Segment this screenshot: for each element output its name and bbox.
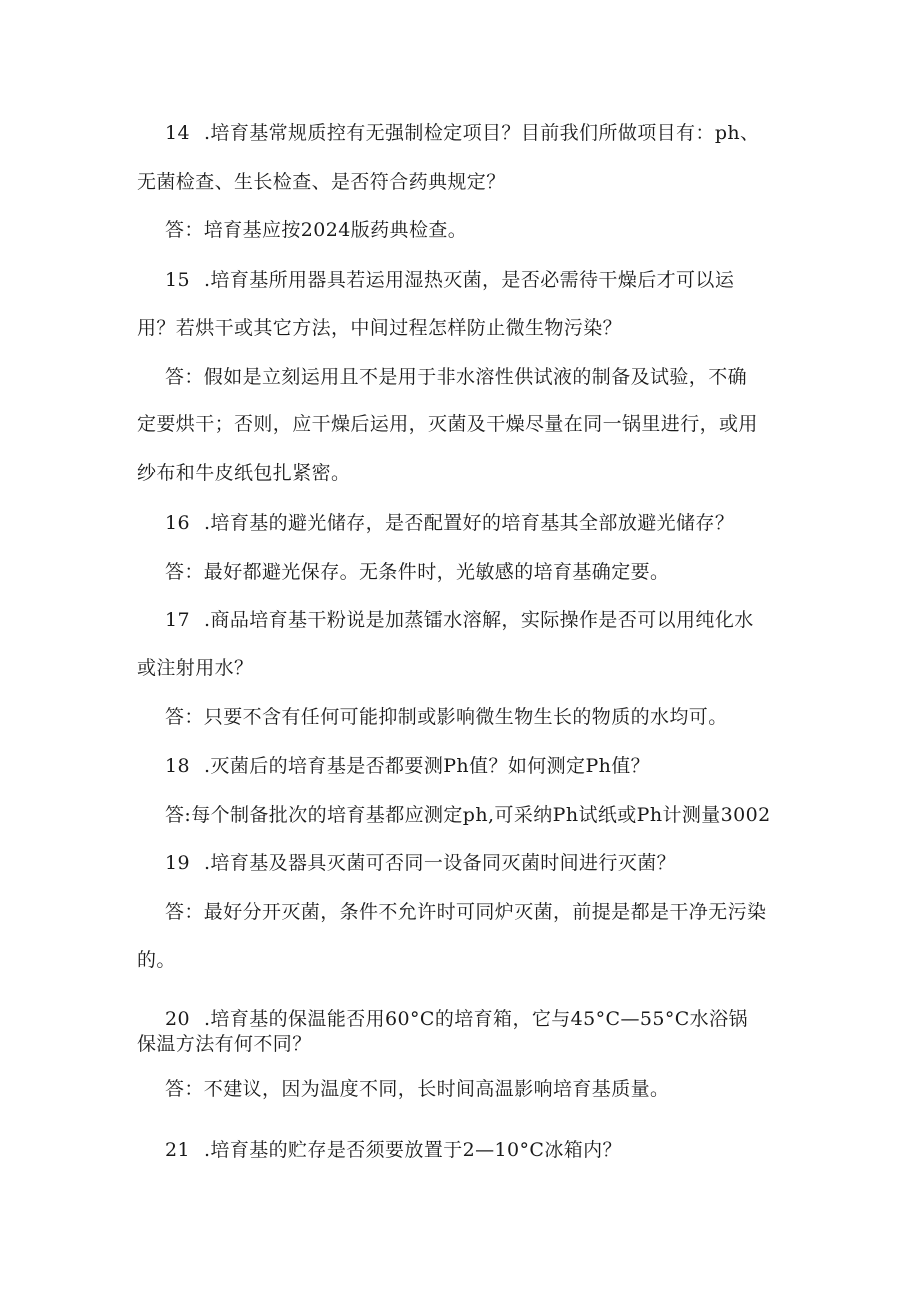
- answer-20-line-1: 答：不建议，因为温度不同，长时间高温影响培育基质量。: [165, 1078, 670, 1100]
- question-text: .培育基所用器具若运用湿热灭菌，是否必需待干燥后才可以运: [203, 269, 735, 291]
- question-15-line-1: [165, 268, 734, 292]
- question-text: .培育基的贮存是否须要放置于2—10°C冰箱内？: [203, 1139, 622, 1161]
- question-number: 19: [165, 852, 190, 874]
- question-21-line-1: [165, 1138, 622, 1162]
- question-14-line-2: 无菌检查、生长检查、是否符合药典规定？: [137, 171, 506, 193]
- answer-15-line-1: 答：假如是立刻运用且不是用于非水溶性供试液的制备及试验，不确: [165, 366, 748, 388]
- question-text: .培育基的保温能否用60°C的培育箱，它与45°C—55°C水浴锅: [203, 1008, 748, 1030]
- question-20-line-1: [165, 1007, 748, 1031]
- question-number: 20: [165, 1008, 190, 1030]
- question-number: 15: [165, 269, 190, 291]
- question-16-line-1: [165, 511, 734, 535]
- answer-19-line-2: 的。: [137, 949, 176, 971]
- question-18-line-1: [165, 754, 650, 778]
- answer-14-line-1: 答：培育基应按2024版药典检查。: [165, 219, 468, 241]
- question-15-line-2: 用？若烘干或其它方法，中间过程怎样防止微生物污染？: [137, 317, 623, 339]
- question-number: 21: [165, 1139, 190, 1161]
- question-number: 14: [165, 122, 190, 144]
- answer-15-line-2: 定要烘干；否则，应干燥后运用，灭菌及干燥尽量在同一锅里进行，或用: [137, 413, 758, 435]
- question-17-line-2: 或注射用水？: [137, 657, 254, 679]
- question-20-line-2: 保温方法有何不同？: [137, 1033, 312, 1055]
- answer-16-line-1: 答：最好都避光保存。无条件时，光敏感的培育基确定要。: [165, 561, 670, 583]
- question-19-line-1: [165, 851, 676, 875]
- question-text: .培育基及器具灭菌可否同一设备同灭菌时间进行灭菌？: [203, 852, 677, 874]
- question-text: .培育基常规质控有无强制检定项目？目前我们所做项目有：ph、: [203, 122, 760, 144]
- question-number: 18: [165, 755, 190, 777]
- answer-17-line-1: 答：只要不含有任何可能抑制或影响微生物生长的物质的水均可。: [165, 706, 728, 728]
- answer-15-line-3: 纱布和牛皮纸包扎紧密。: [137, 462, 351, 484]
- question-text: .商品培育基干粉说是加蒸镭水溶解，实际操作是否可以用纯化水: [203, 609, 754, 631]
- question-number: 17: [165, 609, 190, 631]
- question-text: .培育基的避光储存，是否配置好的培育基其全部放避光储存？: [203, 512, 735, 534]
- question-number: 16: [165, 512, 190, 534]
- question-17-line-1: [165, 608, 754, 632]
- question-14-line-1: [165, 121, 759, 145]
- answer-19-line-1: 答：最好分开灭菌，条件不允许时可同炉灭菌，前提是都是干净无污染: [165, 901, 767, 923]
- answer-18-line-1: 答:每个制备批次的培育基都应测定ph,可采纳Ph试纸或Ph计测量3002: [165, 804, 771, 826]
- question-text: .灭菌后的培育基是否都要测Ph值？如何测定Ph值？: [203, 755, 651, 777]
